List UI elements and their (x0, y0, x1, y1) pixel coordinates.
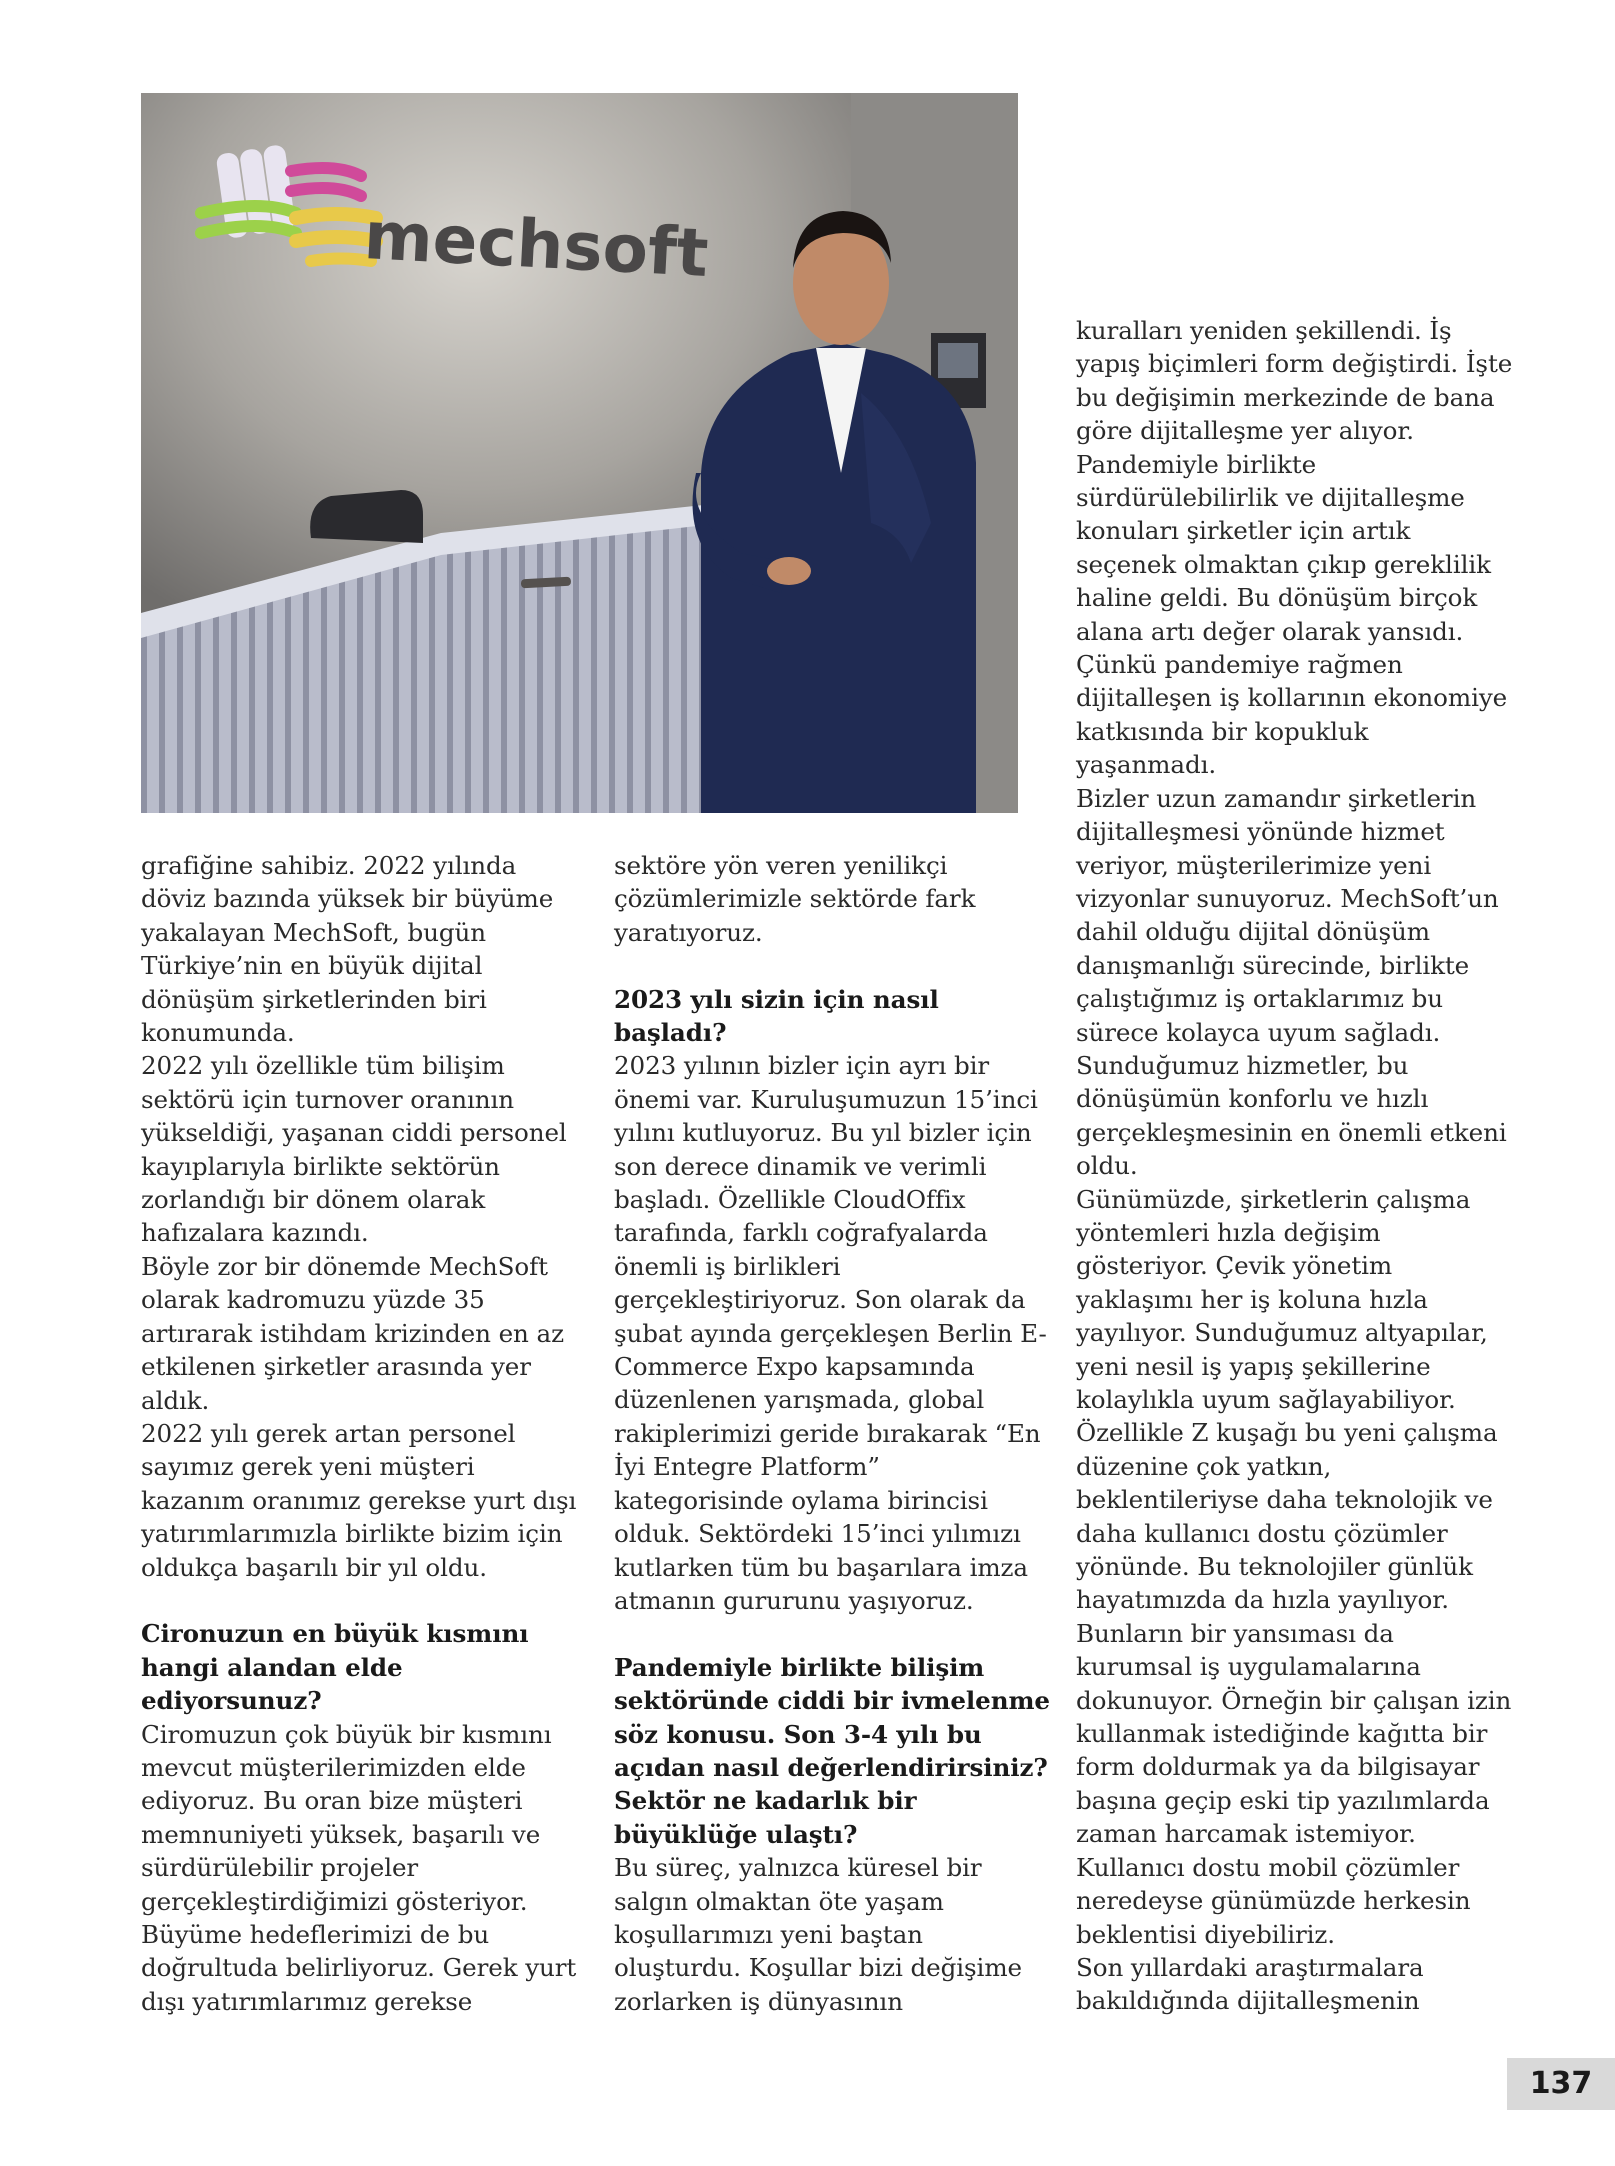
article-column-2 (614, 849, 1054, 2018)
article-column-1 (141, 849, 581, 2018)
interview-question: Pandemiyle birlikte bilişim sektöründe ciddi bir ivmelenme söz konusu. Son 3-4 yılı bu açıdan nasıl değerlendirirsiniz? Sektör ne kadarlık bir büyüklüğe ulaştı? (614, 1652, 1050, 1849)
paragraph: 2022 yılı gerek artan personel sayımız gerek yeni müşteri kazanım oranımız gerekse yurt dışı yatırımlarımızla birlikte bizim için oldukça başarılı bir yıl oldu. (141, 1418, 577, 1582)
paragraph: Bizler uzun zamandır şirketlerin dijitalleşmesi yönünde hizmet veriyor, müşterilerimize yeni vizyonlar sunuyoruz. MechSoft’un dahil olduğu dijital dönüşüm danışmanlığı sürecinde, birlikte çalıştığımız iş ortaklarımız bu sürece kolayca uyum sağladı. Sunduğumuz hizmetler, bu dönüşümün konforlu ve hızlı gerçekleşmesinin en önemli etkeni oldu. (1076, 783, 1507, 1181)
page-number: 137 (1507, 2058, 1615, 2110)
paragraph: Böyle zor bir dönemde MechSoft olarak kadromuzu yüzde 35 artırarak istihdam krizinden en az etkilenen şirketler arasında yer aldık. (141, 1251, 564, 1415)
article-photo (141, 93, 1018, 813)
interview-question: 2023 yılı sizin için nasıl başladı? (614, 984, 939, 1048)
paragraph: sektöre yön veren yenilikçi çözümlerimizle sektörde fark yaratıyoruz. (614, 851, 976, 947)
paragraph: 2023 yılının bizler için ayrı bir önemi var. Kuruluşumuzun 15’inci yılını kutluyoruz. Bu yıl bizler için son derece dinamik ve verimli başladı. Özellikle CloudOffix tarafında, farklı coğrafyalarda önemli iş birlikleri gerçekleştiriyoruz. Son olarak da şubat ayında gerçekleşen Berlin E-Commerce Expo kapsamında düzenlenen yarışmada, global rakiplerimizi geride bırakarak “En İyi Entegre Platform” kategorisinde oylama birincisi olduk. Sektördeki 15’inci yılımızı kutlarken tüm bu başarılara imza atmanın gururunu yaşıyoruz. (614, 1051, 1047, 1615)
mechsoft-logo-text: mechsoft (362, 197, 711, 293)
paragraph: Son yıllardaki araştırmalara bakıldığında dijitalleşmenin (1076, 1952, 1424, 2016)
paragraph: Günümüzde, şirketlerin çalışma yöntemleri hızla değişim gösteriyor. Çevik yönetim yaklaşımı her iş koluna hızla yayılıyor. Sunduğumuz altyapılar, yeni nesil iş yapış şekillerine kolaylıkla uyum sağlayabiliyor. Özellikle Z kuşağı bu yeni çalışma düzenine çok yatkın, beklentileriyse daha teknolojik ve daha kullanıcı dostu çözümler yönünde. Bu teknolojiler günlük hayatımızda da hızla yayılıyor. Bunların bir yansıması da kurumsal iş uygulamalarına dokunuyor. Örneğin bir çalışan izin kullanmak istediğinde kağıtta bir form doldurmak ya da bilgisayar başına geçip eski tip yazılımlarda zaman harcamak istemiyor. Kullanıcı dostu mobil çözümler neredeyse günümüzde herkesin beklentisi diyebiliriz. (1076, 1184, 1512, 1949)
paragraph: 2022 yılı özellikle tüm bilişim sektörü için turnover oranının yükseldiği, yaşanan ciddi personel kayıplarıyla birlikte sektörün zorlandığı bir dönem olarak hafızalara kazındı. (141, 1051, 567, 1248)
paragraph: grafiğine sahibiz. 2022 yılında döviz bazında yüksek bir büyüme yakalayan MechSoft, bugün Türkiye’nin en büyük dijital dönüşüm şirketlerinden biri konumunda. (141, 851, 554, 1048)
paragraph: kuralları yeniden şekillendi. İş yapış biçimleri form değiştirdi. İşte bu değişimin merkezinde de bana göre dijitalleşme yer alıyor. Pandemiyle birlikte sürdürülebilirlik ve dijitalleşme konuları şirketler için artık seçenek olmaktan çıkıp gereklilik haline geldi. Bu dönüşüm birçok alana artı değer olarak yansıdı. Çünkü pandemiye rağmen dijitalleşen iş kollarının ekonomiye katkısında bir kopukluk yaşanmadı. (1076, 316, 1513, 780)
paragraph: Bu süreç, yalnızca küresel bir salgın olmaktan öte yaşam koşullarımızı yeni baştan oluşturdu. Koşullar bizi değişime zorlarken iş dünyasının (614, 1853, 1022, 2016)
paragraph: Ciromuzun çok büyük bir kısmını mevcut müşterilerimizden elde ediyoruz. Bu oran bize müşteri memnuniyeti yüksek, başarılı ve sürdürülebilir projeler gerçekleştirdiğimizi gösteriyor. Büyüme hedeflerimizi de bu doğrultuda belirliyoruz. Gerek yurt dışı yatırımlarımız gerekse (141, 1719, 577, 2016)
interview-question: Cironuzun en büyük kısmını hangi alandan elde ediyorsunuz? (141, 1619, 529, 1716)
article-column-3 (1076, 314, 1516, 2018)
